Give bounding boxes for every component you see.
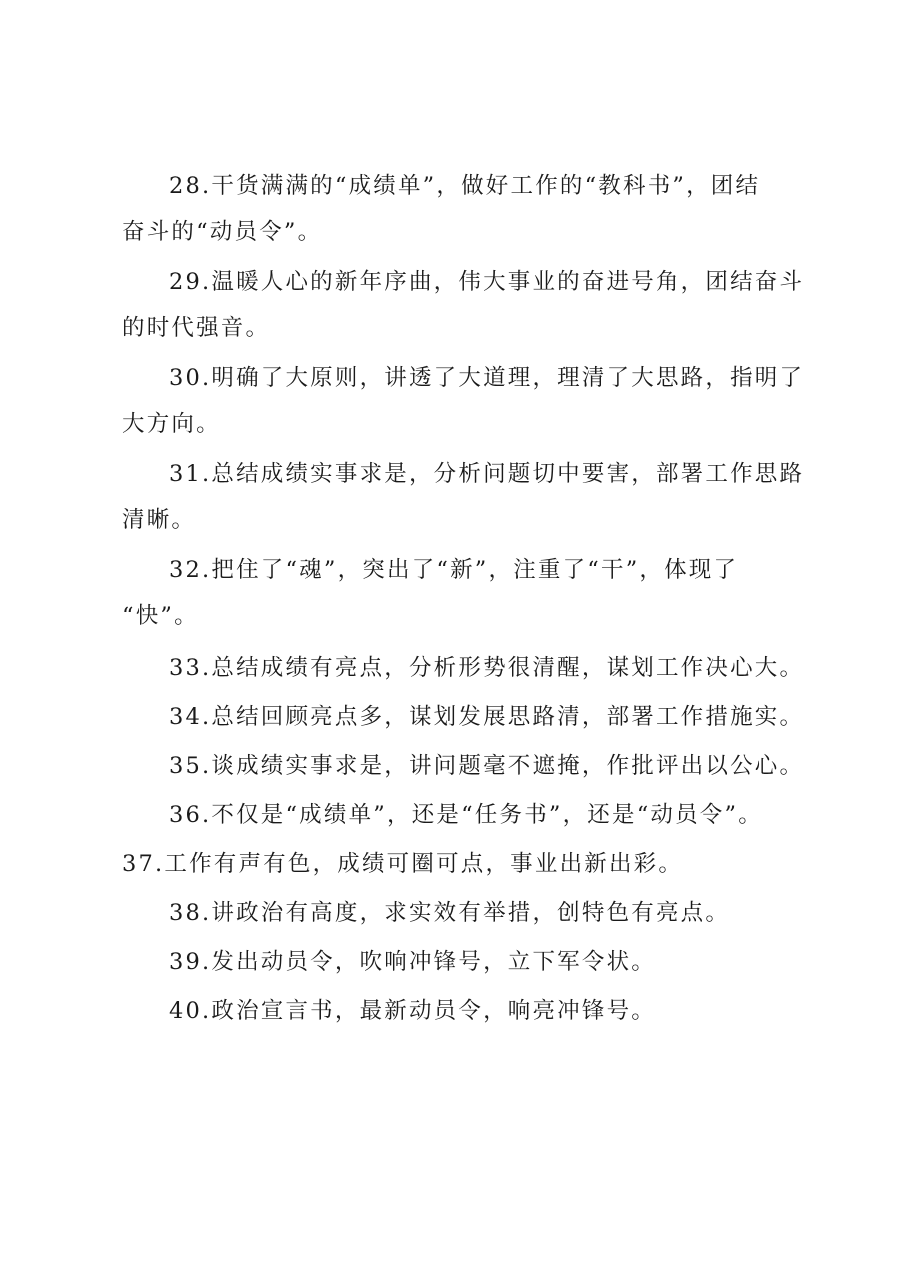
line-text: 32.把住了“魂”，突出了“新”，注重了“干”，体现了 xyxy=(169,557,739,583)
list-item xyxy=(122,259,805,351)
line-text: 37.工作有声有色，成绩可圈可点，事业出新出彩。 xyxy=(122,851,684,877)
list-item xyxy=(122,841,802,887)
list-item xyxy=(122,645,805,691)
list-item xyxy=(122,451,805,543)
list-item xyxy=(122,355,805,447)
line-text: 大方向。 xyxy=(122,411,221,437)
list-item xyxy=(122,547,802,639)
line-text: 清晰。 xyxy=(122,507,197,533)
list-item xyxy=(122,694,805,740)
list-item xyxy=(122,163,802,255)
line-text: 的时代强音。 xyxy=(122,315,271,341)
line-text: “快”。 xyxy=(122,603,199,629)
line-text: 34.总结回顾亮点多，谋划发展思路清，部署工作措施实。 xyxy=(169,704,805,730)
line-text: 30.明确了大原则，讲透了大道理，理清了大思路，指明了 xyxy=(169,365,805,391)
list-item xyxy=(122,988,802,1034)
list-item xyxy=(122,743,805,789)
line-text: 40.政治宣言书，最新动员令，响亮冲锋号。 xyxy=(169,998,656,1024)
line-text: 36.不仅是“成绩单”，还是“任务书”，还是“动员令”。 xyxy=(169,802,763,828)
line-text: 31.总结成绩实事求是，分析问题切中要害，部署工作思路 xyxy=(169,461,805,487)
line-text: 39.发出动员令，吹响冲锋号，立下军令状。 xyxy=(169,949,656,975)
list-item xyxy=(122,939,802,985)
line-text: 奋斗的“动员令”。 xyxy=(122,219,323,245)
line-text: 29.温暖人心的新年序曲，伟大事业的奋进号角，团结奋斗 xyxy=(169,269,805,295)
list-item xyxy=(122,792,802,838)
line-text: 35.谈成绩实事求是，讲问题毫不遮掩，作批评出以公心。 xyxy=(169,753,805,779)
line-text: 33.总结成绩有亮点，分析形势很清醒，谋划工作决心大。 xyxy=(169,655,805,681)
line-text: 28.干货满满的“成绩单”，做好工作的“教科书”，团结 xyxy=(169,173,761,199)
list-item xyxy=(122,890,802,936)
line-text: 38.讲政治有高度，求实效有举措，创特色有亮点。 xyxy=(169,900,731,926)
